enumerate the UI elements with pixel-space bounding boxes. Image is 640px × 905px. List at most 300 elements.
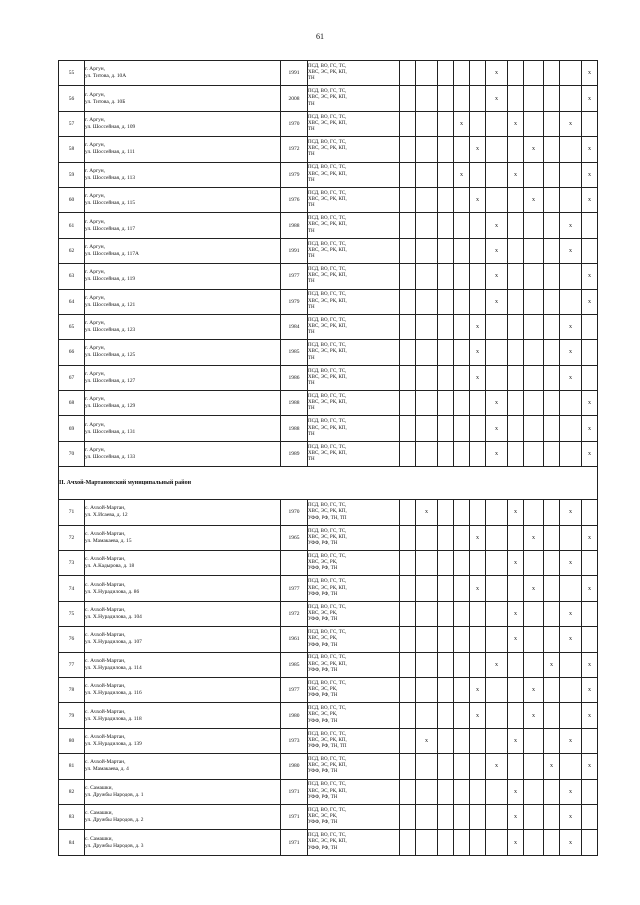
mark-cell: х	[560, 314, 582, 339]
address-locality: г. Аргун,	[85, 167, 106, 174]
row-number-cell: 59	[59, 162, 85, 187]
mark-cell	[560, 525, 582, 550]
mark-cell: х	[416, 500, 438, 525]
address-street: ул. Шоссейная, д. 121	[85, 301, 136, 308]
mark-cell: х	[582, 86, 598, 111]
works-line-3: ТН	[308, 101, 315, 107]
mark-cell	[486, 804, 508, 829]
mark-cell	[438, 111, 454, 136]
mark-cell	[544, 238, 560, 263]
address-locality: с. Ачхой-Мартан,	[85, 632, 126, 639]
mark-cell	[508, 391, 524, 416]
address-cell	[85, 576, 281, 601]
year-cell: 1971	[281, 830, 308, 855]
year-cell: 1985	[281, 652, 308, 677]
table-row	[59, 500, 598, 525]
works-cell	[308, 779, 400, 804]
table-row	[59, 441, 598, 466]
mark-cell: х	[582, 264, 598, 289]
mark-cell	[544, 703, 560, 728]
mark-cell	[544, 340, 560, 365]
mark-cell	[454, 441, 470, 466]
mark-cell	[400, 551, 416, 576]
mark-cell: х	[486, 652, 508, 677]
row-number-cell: 72	[59, 525, 85, 550]
mark-cell	[560, 576, 582, 601]
mark-cell	[582, 238, 598, 263]
mark-cell	[438, 601, 454, 626]
mark-cell: х	[508, 551, 524, 576]
table-row	[59, 289, 598, 314]
works-line-1: ПСД, ВО, ГС, ТС,	[308, 114, 347, 120]
table-row	[59, 213, 598, 238]
section-row	[59, 467, 598, 500]
mark-cell	[560, 703, 582, 728]
mark-cell	[416, 601, 438, 626]
year-cell: 1988	[281, 391, 308, 416]
works-line-1: ПСД, ВО, ГС, ТС,	[308, 579, 347, 585]
mark-cell	[400, 162, 416, 187]
works-line-1: ПСД, ВО, ГС, ТС,	[308, 140, 347, 146]
mark-cell: х	[544, 754, 560, 779]
address-street: ул. Шоссейная, д. 133	[85, 454, 136, 461]
mark-cell	[416, 391, 438, 416]
works-cell	[308, 703, 400, 728]
address-cell	[85, 830, 281, 855]
mark-cell	[508, 61, 524, 86]
mark-cell	[486, 830, 508, 855]
mark-cell	[416, 289, 438, 314]
year-cell: 1989	[281, 441, 308, 466]
address-locality: с. Ачхой-Мартан,	[85, 530, 126, 537]
mark-cell	[582, 365, 598, 390]
mark-cell	[560, 391, 582, 416]
mark-cell: х	[560, 500, 582, 525]
mark-cell	[438, 289, 454, 314]
mark-cell	[486, 162, 508, 187]
works-cell	[308, 111, 400, 136]
mark-cell	[508, 703, 524, 728]
address-locality: с. Самашки,	[85, 835, 113, 842]
mark-cell	[524, 779, 544, 804]
mark-cell	[508, 238, 524, 263]
table-body-argun	[59, 61, 598, 467]
mark-cell: х	[508, 830, 524, 855]
mark-cell	[400, 652, 416, 677]
mark-cell	[544, 576, 560, 601]
mark-cell	[544, 137, 560, 162]
mark-cell: х	[582, 289, 598, 314]
mark-cell	[400, 213, 416, 238]
mark-cell	[454, 525, 470, 550]
mark-cell	[486, 677, 508, 702]
mark-cell	[400, 187, 416, 212]
mark-cell: х	[582, 441, 598, 466]
mark-cell	[486, 187, 508, 212]
mark-cell	[438, 365, 454, 390]
table-body-achkhoy-martan	[59, 500, 598, 855]
mark-cell	[438, 652, 454, 677]
address-cell	[85, 314, 281, 339]
mark-cell	[400, 416, 416, 441]
works-line-2: ХВС, ЭС, РК, КП,	[308, 298, 347, 304]
mark-cell: х	[582, 652, 598, 677]
works-line-2: ХВС, ЭС, РК, КП,	[308, 120, 347, 126]
address-street: ул. А.Кадырова, д. 18	[85, 563, 135, 570]
mark-cell	[524, 289, 544, 314]
works-line-2: ХВС, ЭС, РК, КП,	[308, 273, 347, 279]
mark-cell	[454, 830, 470, 855]
works-line-1: ПСД, ВО, ГС, ТС,	[308, 655, 347, 661]
mark-cell	[400, 365, 416, 390]
mark-cell	[508, 677, 524, 702]
mark-cell	[400, 289, 416, 314]
works-line-1: ПСД, ВО, ГС, ТС,	[308, 63, 347, 69]
year-cell: 1986	[281, 365, 308, 390]
mark-cell	[486, 500, 508, 525]
mark-cell	[400, 264, 416, 289]
mark-cell	[438, 187, 454, 212]
mark-cell	[438, 137, 454, 162]
table-row	[59, 627, 598, 652]
mark-cell: х	[470, 314, 486, 339]
table-row	[59, 162, 598, 187]
mark-cell	[454, 416, 470, 441]
table-row	[59, 601, 598, 626]
works-cell	[308, 728, 400, 753]
mark-cell: х	[582, 187, 598, 212]
mark-cell: х	[560, 551, 582, 576]
mark-cell	[454, 365, 470, 390]
mark-cell	[544, 525, 560, 550]
works-line-3: УФФ, РФ, ТН	[308, 566, 338, 572]
mark-cell	[486, 703, 508, 728]
address-street: ул. Титова, д. 10Б	[85, 98, 126, 105]
mark-cell	[544, 162, 560, 187]
mark-cell	[438, 804, 454, 829]
mark-cell	[486, 576, 508, 601]
mark-cell	[524, 627, 544, 652]
table-row	[59, 365, 598, 390]
works-line-1: ПСД, ВО, ГС, ТС,	[308, 782, 347, 788]
mark-cell	[454, 137, 470, 162]
works-line-2: ХВС, ЭС, РК, КП,	[308, 450, 347, 456]
address-street: ул. Мамакаева, д. 4	[85, 766, 129, 773]
mark-cell	[524, 441, 544, 466]
mark-cell	[560, 754, 582, 779]
table-row	[59, 340, 598, 365]
year-cell: 1984	[281, 314, 308, 339]
mark-cell	[544, 601, 560, 626]
row-number-cell: 79	[59, 703, 85, 728]
mark-cell	[454, 779, 470, 804]
mark-cell	[508, 137, 524, 162]
row-number-cell: 74	[59, 576, 85, 601]
row-number-cell: 80	[59, 728, 85, 753]
address-street: ул. Дружбы Народов, д. 2	[85, 817, 144, 824]
mark-cell	[438, 416, 454, 441]
mark-cell	[544, 500, 560, 525]
year-cell: 1977	[281, 264, 308, 289]
section-title: II. Ачхой-Мартановский муниципальный район	[59, 467, 598, 500]
works-line-1: ПСД, ВО, ГС, ТС,	[308, 393, 347, 399]
works-line-1: ПСД, ВО, ГС, ТС,	[308, 706, 347, 712]
mark-cell	[486, 627, 508, 652]
mark-cell: х	[582, 525, 598, 550]
year-cell: 1977	[281, 576, 308, 601]
mark-cell	[470, 779, 486, 804]
row-number-cell: 61	[59, 213, 85, 238]
mark-cell	[582, 804, 598, 829]
mark-cell	[582, 551, 598, 576]
works-line-2: ХВС, ЭС, РК, КП,	[308, 222, 347, 228]
address-locality: г. Аргун,	[85, 193, 106, 200]
mark-cell: х	[560, 213, 582, 238]
works-line-3: УФФ, РФ, ТН	[308, 617, 338, 623]
mark-cell	[524, 111, 544, 136]
mark-cell	[470, 213, 486, 238]
works-cell	[308, 652, 400, 677]
row-number-cell: 73	[59, 551, 85, 576]
address-street: ул. Дружбы Народов, д. 1	[85, 791, 144, 798]
mark-cell	[544, 677, 560, 702]
mark-cell	[416, 677, 438, 702]
works-cell	[308, 677, 400, 702]
address-cell	[85, 264, 281, 289]
mark-cell: х	[470, 340, 486, 365]
mark-cell	[560, 652, 582, 677]
works-line-3: УФФ, РФ, ТН	[308, 540, 338, 546]
mark-cell: х	[582, 391, 598, 416]
mark-cell	[416, 340, 438, 365]
mark-cell	[508, 441, 524, 466]
mark-cell	[454, 677, 470, 702]
address-locality: г. Аргун,	[85, 320, 106, 327]
address-street: ул. Х.Нурадилова, д. 139	[85, 740, 142, 747]
address-cell	[85, 703, 281, 728]
works-line-1: ПСД, ВО, ГС, ТС,	[308, 680, 347, 686]
table-row	[59, 86, 598, 111]
mark-cell: х	[544, 652, 560, 677]
mark-cell: х	[508, 601, 524, 626]
mark-cell: х	[582, 677, 598, 702]
row-number-cell: 82	[59, 779, 85, 804]
mark-cell: х	[508, 111, 524, 136]
mark-cell	[560, 187, 582, 212]
works-cell	[308, 137, 400, 162]
mark-cell	[454, 264, 470, 289]
works-line-1: ПСД, ВО, ГС, ТС,	[308, 292, 347, 298]
mark-cell	[454, 187, 470, 212]
address-cell	[85, 238, 281, 263]
mark-cell	[508, 187, 524, 212]
table-row	[59, 677, 598, 702]
mark-cell	[454, 213, 470, 238]
address-locality: г. Аргун,	[85, 294, 106, 301]
year-cell: 1970	[281, 500, 308, 525]
mark-cell	[438, 86, 454, 111]
mark-cell	[544, 728, 560, 753]
mark-cell: х	[582, 416, 598, 441]
housing-registry-table	[58, 60, 598, 856]
address-locality: г. Аргун,	[85, 142, 106, 149]
mark-cell	[560, 137, 582, 162]
address-locality: г. Аргун,	[85, 396, 106, 403]
mark-cell	[508, 652, 524, 677]
works-line-2: ХВС, ЭС, РК, КП,	[308, 661, 347, 667]
works-line-3: УФФ, РФ, ТН	[308, 820, 338, 826]
mark-cell	[560, 264, 582, 289]
mark-cell	[582, 830, 598, 855]
mark-cell	[416, 61, 438, 86]
mark-cell: х	[486, 441, 508, 466]
works-line-1: ПСД, ВО, ГС, ТС,	[308, 241, 347, 247]
mark-cell	[416, 779, 438, 804]
year-cell: 1980	[281, 754, 308, 779]
mark-cell	[560, 677, 582, 702]
mark-cell	[544, 365, 560, 390]
mark-cell	[470, 441, 486, 466]
mark-cell: х	[524, 137, 544, 162]
address-locality: г. Аргун,	[85, 91, 106, 98]
row-number-cell: 69	[59, 416, 85, 441]
mark-cell	[560, 441, 582, 466]
works-line-3: УФФ, РФ, ТН	[308, 845, 338, 851]
table-row	[59, 754, 598, 779]
mark-cell	[416, 365, 438, 390]
works-cell	[308, 365, 400, 390]
address-cell	[85, 779, 281, 804]
mark-cell	[454, 652, 470, 677]
mark-cell	[470, 601, 486, 626]
works-line-2: ХВС, ЭС, РК, КП,	[308, 95, 347, 101]
table-row	[59, 830, 598, 855]
mark-cell: х	[560, 830, 582, 855]
mark-cell	[486, 525, 508, 550]
table-row	[59, 264, 598, 289]
mark-cell	[508, 754, 524, 779]
works-cell	[308, 551, 400, 576]
mark-cell: х	[560, 804, 582, 829]
mark-cell	[454, 627, 470, 652]
works-cell	[308, 754, 400, 779]
mark-cell	[454, 576, 470, 601]
row-number-cell: 77	[59, 652, 85, 677]
table-row	[59, 779, 598, 804]
mark-cell	[400, 627, 416, 652]
works-line-1: ПСД, ВО, ГС, ТС,	[308, 604, 347, 610]
mark-cell	[582, 500, 598, 525]
mark-cell	[454, 61, 470, 86]
mark-cell	[470, 652, 486, 677]
address-cell	[85, 551, 281, 576]
works-line-2: ХВС, ЭС, РК, КП,	[308, 509, 347, 515]
address-locality: с. Самашки,	[85, 784, 113, 791]
address-locality: с. Самашки,	[85, 810, 113, 817]
works-line-1: ПСД, ВО, ГС, ТС,	[308, 528, 347, 534]
works-cell	[308, 162, 400, 187]
page-number: 61	[316, 32, 324, 41]
address-cell	[85, 162, 281, 187]
table-row	[59, 187, 598, 212]
mark-cell	[454, 86, 470, 111]
address-street: ул. Мамакаева, д. 15	[85, 537, 132, 544]
works-line-2: ХВС, ЭС, РК, КП,	[308, 763, 347, 769]
works-line-2: ХВС, ЭС, РК,	[308, 687, 338, 693]
works-line-2: ХВС, ЭС, РК, КП,	[308, 788, 347, 794]
address-street: ул. Шоссейная, д. 129	[85, 403, 136, 410]
works-cell	[308, 289, 400, 314]
row-number-cell: 57	[59, 111, 85, 136]
works-cell	[308, 61, 400, 86]
mark-cell	[416, 416, 438, 441]
row-number-cell: 66	[59, 340, 85, 365]
works-line-2: ХВС, ЭС, РК, КП,	[308, 839, 347, 845]
mark-cell: х	[508, 500, 524, 525]
year-cell: 1961	[281, 627, 308, 652]
address-locality: с. Ачхой-Мартан,	[85, 556, 126, 563]
works-line-2: ХВС, ЭС, РК,	[308, 610, 338, 616]
works-line-3: УФФ, РФ, ТН, ТП	[308, 515, 347, 521]
table-row	[59, 728, 598, 753]
mark-cell	[544, 111, 560, 136]
mark-cell	[582, 601, 598, 626]
table-row	[59, 703, 598, 728]
mark-cell	[582, 779, 598, 804]
mark-cell	[438, 551, 454, 576]
table-row	[59, 238, 598, 263]
address-locality: г. Аргун,	[85, 66, 106, 73]
mark-cell	[454, 804, 470, 829]
mark-cell	[438, 264, 454, 289]
mark-cell	[400, 61, 416, 86]
mark-cell	[454, 754, 470, 779]
table-row	[59, 137, 598, 162]
works-cell	[308, 264, 400, 289]
works-line-1: ПСД, ВО, ГС, ТС,	[308, 190, 347, 196]
mark-cell	[438, 728, 454, 753]
works-line-3: ТН	[308, 152, 315, 158]
mark-cell: х	[508, 728, 524, 753]
mark-cell	[524, 754, 544, 779]
works-line-3: ТН	[308, 177, 315, 183]
mark-cell	[524, 162, 544, 187]
address-street: ул. Шоссейная, д. 127	[85, 377, 136, 384]
works-line-3: ТН	[308, 279, 315, 285]
mark-cell	[470, 238, 486, 263]
mark-cell	[508, 525, 524, 550]
address-locality: с. Ачхой-Мартан,	[85, 607, 126, 613]
address-cell	[85, 86, 281, 111]
year-cell: 1991	[281, 238, 308, 263]
mark-cell	[486, 601, 508, 626]
mark-cell: х	[582, 754, 598, 779]
mark-cell: х	[560, 728, 582, 753]
row-number-cell: 60	[59, 187, 85, 212]
mark-cell	[470, 830, 486, 855]
address-locality: г. Аргун,	[85, 116, 106, 123]
mark-cell	[416, 703, 438, 728]
works-cell	[308, 500, 400, 525]
works-line-2: ХВС, ЭС, РК,	[308, 712, 338, 718]
mark-cell	[508, 213, 524, 238]
works-line-3: УФФ, РФ, ТН	[308, 794, 338, 800]
mark-cell	[416, 830, 438, 855]
mark-cell	[524, 728, 544, 753]
table-row	[59, 804, 598, 829]
year-cell: 2008	[281, 86, 308, 111]
address-locality: г. Аргун,	[85, 421, 106, 428]
